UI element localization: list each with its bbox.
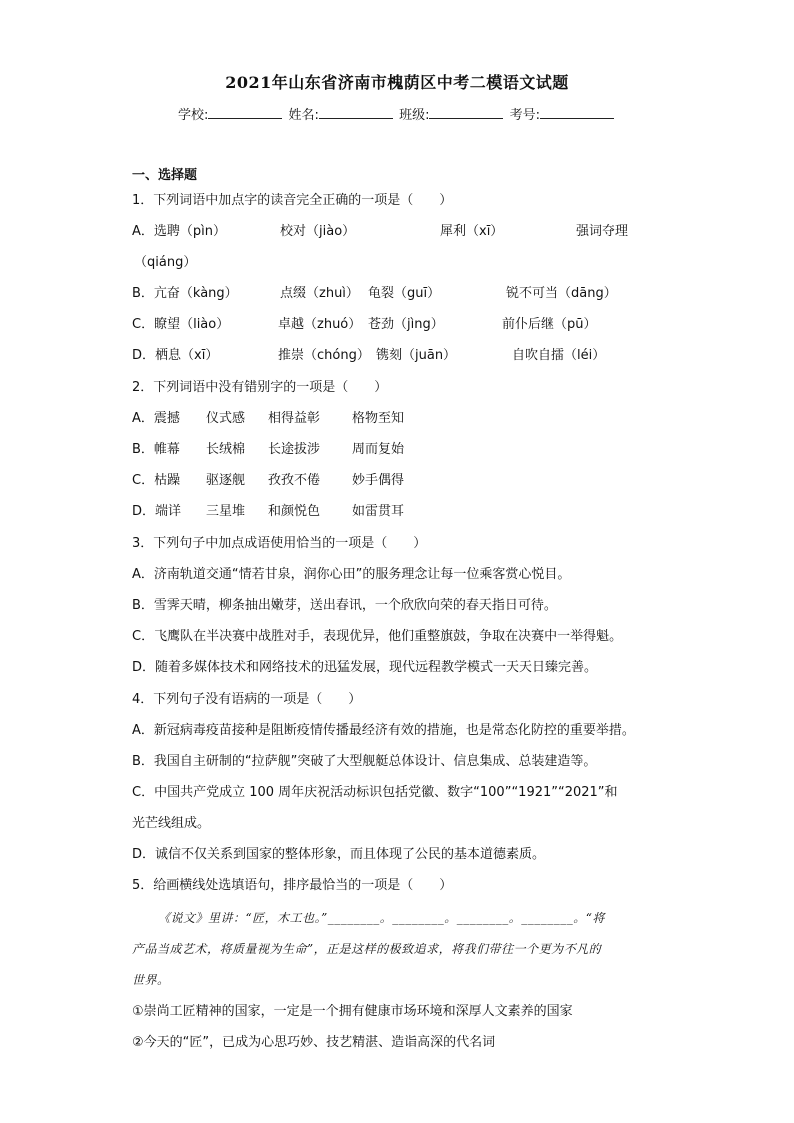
option-b-word: 点缀（zhuì）: [280, 286, 359, 301]
question-stem: 1．下列词语中加点字的读音完全正确的一项是（ ）: [132, 193, 453, 208]
exam-no-blank: [540, 106, 614, 119]
option-word: 长绒棉: [206, 442, 246, 457]
option-b-word: 锐不可当（dāng）: [506, 286, 617, 301]
option-a-word: 强词夺理: [576, 224, 629, 239]
option-word: 相得益彰: [268, 411, 321, 426]
question-stem: 3．下列句子中加点成语使用恰当的一项是（ ）: [132, 536, 427, 551]
passage-line: 产品当成艺术，将质量视为生命”，正是这样的极致追求，将我们带往一个更为不凡的: [132, 942, 602, 956]
option-a: A．震撼: [132, 411, 180, 426]
option-b: B．我国自主研制的“拉萨舰”突破了大型舰艇总体设计、信息集成、总装建造等。: [132, 754, 597, 769]
option-d-word: 推崇（chóng）: [278, 348, 370, 363]
option-c-word: 苍劲（jìng）: [368, 317, 444, 332]
question-stem: 5．给画横线处选填语句，排序最恰当的一项是（ ）: [132, 878, 453, 893]
school-label: 学校:: [178, 108, 209, 123]
option-a: A．选聘（pìn）: [132, 224, 226, 239]
option-a: A．济南轨道交通“情若甘泉，润你心田”的服务理念让每一位乘客赏心悦目。: [132, 567, 571, 582]
option-word: 如雷贯耳: [352, 504, 405, 519]
option-word: 长途拔涉: [268, 442, 321, 457]
option-a-word: 犀利（xī）: [440, 224, 504, 239]
passage-line: 世界。: [132, 973, 170, 987]
option-word: 周而复始: [352, 442, 405, 457]
page-title: 2021年山东省济南市槐荫区中考二模语文试题: [225, 73, 569, 92]
option-d-word: 镌刻（juān）: [376, 348, 457, 363]
class-label: 班级:: [399, 108, 430, 123]
sentence-option: ①崇尚工匠精神的国家，一定是一个拥有健康市场环境和深厚人文素养的国家: [132, 1004, 573, 1019]
passage-line: 《说文》里讲：“匠，木工也。”________。________。________。________。“将: [158, 911, 605, 925]
option-a: A．新冠病毒疫苗接种是阻断疫情传播最经济有效的措施，也是常态化防控的重要举措。: [132, 723, 635, 738]
option-c-word: 卓越（zhuó）: [278, 317, 362, 332]
option-d: D．栖息（xī）: [132, 348, 219, 363]
option-word: 和颜悦色: [268, 504, 321, 519]
option-word: 格物至知: [352, 411, 405, 426]
option-word: 孜孜不倦: [268, 473, 321, 488]
option-a-wrap: （qiáng）: [134, 255, 197, 270]
sentence-option: ②今天的“匠”，已成为心思巧妙、技艺精湛、造诣高深的代名词: [132, 1035, 496, 1050]
option-word: 仪式感: [206, 411, 246, 426]
option-b-word: 龟裂（guī）: [368, 286, 441, 301]
class-blank: [429, 106, 503, 119]
exam-no-label: 考号:: [509, 108, 540, 123]
option-c: C．瞭望（liào）: [132, 317, 230, 332]
option-c: C．中国共产党成立 100 周年庆祝活动标识包括党徽、数字“100”“1921”“2021”和: [132, 785, 618, 800]
option-d: D．随着多媒体技术和网络技术的迅猛发展，现代远程教学模式一天天日臻完善。: [132, 660, 598, 675]
option-a-word: 校对（jiào）: [280, 224, 356, 239]
option-word: 驱逐舰: [206, 473, 246, 488]
school-blank: [208, 106, 282, 119]
question-stem: 2．下列词语中没有错别字的一项是（ ）: [132, 380, 388, 395]
section-heading: 一、选择题: [132, 168, 198, 183]
student-info-row: [0, 104, 794, 123]
option-b: B．雪霁天晴，柳条抽出嫩芽，送出春讯，一个欣欣向荣的春天指日可待。: [132, 598, 557, 613]
option-d: D．诚信不仅关系到国家的整体形象，而且体现了公民的基本道德素质。: [132, 847, 546, 862]
name-label: 姓名:: [288, 108, 319, 123]
option-c: C．飞鹰队在半决赛中战胜对手，表现优异，他们重整旗鼓，争取在决赛中一举得魁。: [132, 629, 623, 644]
option-b: B．帷幕: [132, 442, 180, 457]
option-c-wrap: 光芒线组成。: [132, 816, 211, 831]
option-b: B．亢奋（kàng）: [132, 286, 238, 301]
option-word: 妙手偶得: [352, 473, 405, 488]
name-blank: [319, 106, 393, 119]
option-c: C．枯躁: [132, 473, 181, 488]
option-d-word: 自吹自擂（léi）: [512, 348, 606, 363]
option-c-word: 前仆后继（pū）: [502, 317, 597, 332]
option-d: D．端详: [132, 504, 182, 519]
question-stem: 4．下列句子没有语病的一项是（ ）: [132, 692, 362, 707]
option-word: 三星堆: [206, 504, 246, 519]
